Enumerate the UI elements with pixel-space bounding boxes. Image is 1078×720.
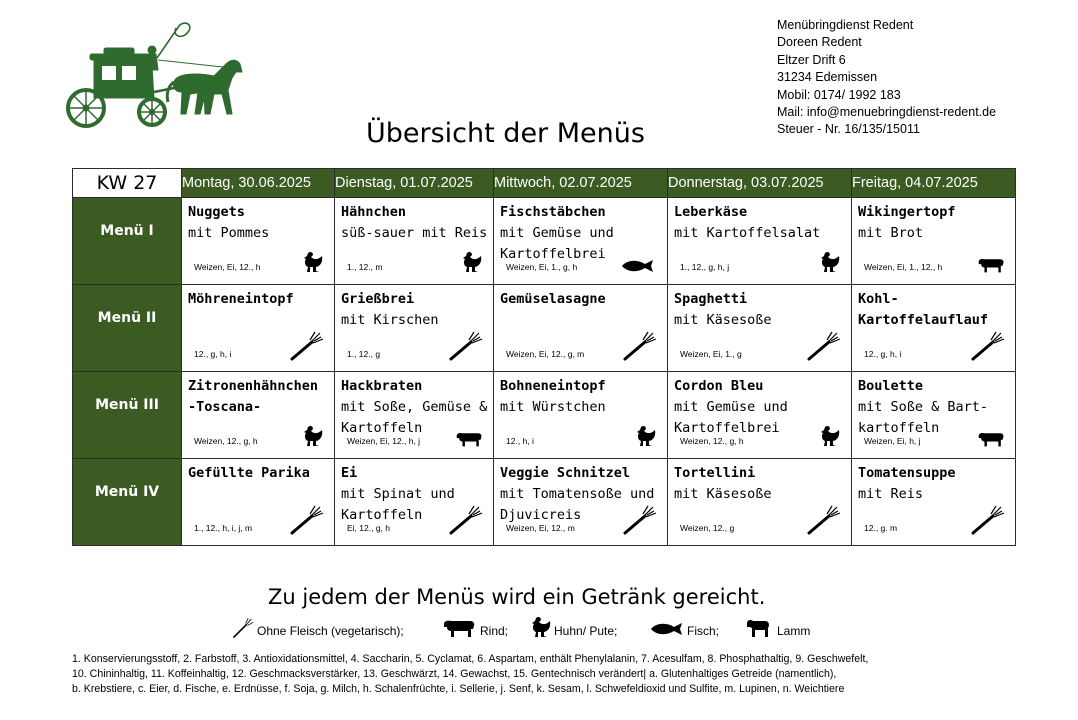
footnote-line-1: 1. Konservierungsstoff, 2. Farbstoff, 3. Antioxidationsmittel, 4. Saccharin, 5. Cyclamat, 6. Aspartam, enthält Phenylalanin, 7. Acesulfam, 8. Phosphathaltig, 9. Geschwefelt, <box>72 653 869 665</box>
carrot-icon <box>449 331 483 365</box>
carriage-logo <box>64 20 254 130</box>
carrot-icon <box>623 331 657 365</box>
dish-name: Gemüselasagne <box>500 291 606 307</box>
dish-name: Grießbrei <box>341 291 415 307</box>
carrot-icon <box>232 617 254 639</box>
dish-name: Ei <box>341 465 358 481</box>
menu-row-label <box>73 372 182 459</box>
dish-description: mit Käsesoße <box>674 486 772 502</box>
allergen-footnotes <box>72 652 1002 697</box>
footnote-line-3: b. Krebstiere, c. Eier, d. Fische, e. Erdnüsse, f. Soja, g. Milch, h. Schalenfrüchte, i. Sellerie, j. Senf, k. Sesam, l. Schwefeldioxid und Sulfite, m. Lupinen, n. Weichtiere <box>72 683 845 695</box>
menu-cell-friday <box>852 198 1016 285</box>
menu-cell-thursday <box>668 459 852 546</box>
dish-name: Veggie Schnitzel <box>500 465 631 481</box>
dish-name: Möhreneintopf <box>188 291 294 307</box>
allergen-codes: 12., g. m <box>864 523 898 533</box>
carrot-icon <box>807 505 841 539</box>
carrot-icon <box>971 505 1005 539</box>
dish-name: Tortellini <box>674 465 756 481</box>
table-row <box>73 285 1016 372</box>
carrot-icon <box>290 331 324 365</box>
allergen-codes: Weizen, Ei, 12., h, j <box>347 436 421 446</box>
dish-name: Tomatensuppe <box>858 465 956 481</box>
allergen-codes: 12., h, i <box>506 436 534 446</box>
dish-name: Gefüllte Parika <box>188 465 310 481</box>
carrot-icon <box>807 331 841 365</box>
dish-name: Leberkäse <box>674 204 748 220</box>
menu-row-label-text: Menü I <box>100 223 154 239</box>
chicken-icon <box>819 250 841 278</box>
chicken-icon <box>302 250 324 278</box>
menu-cell-wednesday <box>494 285 668 372</box>
allergen-codes: Weizen, Ei, 12., h <box>194 262 261 272</box>
menu-cell-monday <box>182 372 335 459</box>
dish-name: Kohl- Kartoffelauflauf <box>858 291 989 328</box>
mobile: Mobil: 0174/ 1992 183 <box>777 87 901 102</box>
lamb-icon <box>745 617 771 639</box>
menu-cell-monday <box>182 459 335 546</box>
dish-name: Boulette <box>858 378 924 394</box>
menu-row-label <box>73 198 182 285</box>
dish-description: süß-sauer mit Reis <box>341 225 488 241</box>
dish-name: Fischstäbchen <box>500 204 606 220</box>
legend-fish-label: Fisch; <box>687 624 720 638</box>
menu-cell-tuesday <box>335 285 494 372</box>
dish-description: mit Pommes <box>188 225 270 241</box>
footnote-line-2: 10. Chininhaltig, 11. Koffeinhaltig, 12. Geschmacksverstärker, 13. Geschwärzt, 14. Gewachst, 15. Gentechnisch verändert| a. Glutenhaltiges Getreide (namentlich), <box>72 668 837 680</box>
table-row <box>73 372 1016 459</box>
dish-name: Nuggets <box>188 204 245 220</box>
carrot-icon <box>290 505 324 539</box>
chicken-icon <box>302 424 324 452</box>
street: Eltzer Drift 6 <box>777 52 846 67</box>
allergen-codes: Weizen, Ei, 1., g, h <box>506 262 578 272</box>
beef-icon <box>977 256 1005 278</box>
table-row <box>73 198 1016 285</box>
dish-description: mit Kartoffelsalat <box>674 225 821 241</box>
dish-name: Hähnchen <box>341 204 407 220</box>
menu-cell-wednesday <box>494 372 668 459</box>
day-header-thursday: Donnerstag, 03.07.2025 <box>668 169 852 198</box>
carrot-icon <box>449 505 483 539</box>
fish-icon <box>619 258 657 278</box>
menu-row-label-text: Menü II <box>97 310 157 326</box>
menu-table <box>72 168 1016 546</box>
allergen-codes: 1., 12., h, i, j, m <box>194 523 253 533</box>
dish-description: mit Kirschen <box>341 312 439 328</box>
menu-row-label-text: Menü IV <box>94 484 160 500</box>
menu-row-label-text: Menü III <box>95 397 159 413</box>
day-header-friday: Freitag, 04.07.2025 <box>852 169 1016 198</box>
allergen-codes: Weizen, Ei, h, j <box>864 436 921 446</box>
allergen-codes: 12., g, h, i <box>864 349 902 359</box>
beef-icon <box>442 617 476 639</box>
legend-beef-label: Rind; <box>480 624 509 638</box>
menu-cell-tuesday <box>335 198 494 285</box>
allergen-codes: Weizen, Ei, 12., g, m <box>506 349 585 359</box>
menu-cell-thursday <box>668 285 852 372</box>
menu-cell-friday <box>852 372 1016 459</box>
dish-description: mit Soße & Bart- kartoffeln <box>858 399 989 436</box>
week-label: KW 27 <box>73 169 182 198</box>
menu-cell-thursday <box>668 198 852 285</box>
beef-icon <box>455 430 483 452</box>
email: Mail: info@menuebringdienst-redent.de <box>777 105 997 120</box>
allergen-codes: Weizen, 12., g <box>680 523 735 533</box>
chicken-icon <box>461 250 483 278</box>
menu-cell-wednesday <box>494 198 668 285</box>
allergen-codes: 12., g, h, i <box>194 349 232 359</box>
dish-description: mit Brot <box>858 225 924 241</box>
allergen-codes: 1., 12., m <box>347 262 383 272</box>
dish-description: mit Soße, Gemüse & Kartoffeln <box>341 399 488 436</box>
dish-description: mit Reis <box>858 486 924 502</box>
legend-vegetarian-label: Ohne Fleisch (vegetarisch); <box>257 624 404 638</box>
legend-chicken-label: Huhn/ Pute; <box>554 624 618 638</box>
menu-cell-thursday <box>668 372 852 459</box>
day-header-tuesday: Dienstag, 01.07.2025 <box>335 169 494 198</box>
menu-cell-friday <box>852 459 1016 546</box>
allergen-codes: Weizen, 12., g, h <box>680 436 744 446</box>
allergen-codes: Weizen, Ei, 1., g <box>680 349 742 359</box>
legend-lamb-label: Lamm <box>777 624 811 638</box>
city: 31234 Edemissen <box>777 70 878 85</box>
allergen-codes: Weizen, Ei, 12., m <box>506 523 575 533</box>
chicken-icon <box>530 615 552 639</box>
menu-cell-tuesday <box>335 459 494 546</box>
dish-description: mit Gemüse und Kartoffelbrei <box>500 225 614 262</box>
allergen-codes: 1., 12., g <box>347 349 381 359</box>
dish-name: Bohneneintopf <box>500 378 606 394</box>
table-row <box>73 459 1016 546</box>
carriage-logo-icon <box>64 20 254 130</box>
dish-description: mit Spinat und Kartoffeln <box>341 486 455 523</box>
allergen-codes: Weizen, Ei, 1., 12., h <box>864 262 943 272</box>
menu-cell-monday <box>182 285 335 372</box>
fish-icon <box>650 621 684 637</box>
day-header-wednesday: Mittwoch, 02.07.2025 <box>494 169 668 198</box>
dish-description: mit Würstchen <box>500 399 606 415</box>
dish-name: Wikingertopf <box>858 204 956 220</box>
menu-row-label <box>73 285 182 372</box>
beef-icon <box>977 430 1005 452</box>
address-block <box>777 17 996 139</box>
drink-note: Zu jedem der Menüs wird ein Getränk gereicht. <box>268 585 766 609</box>
dish-name: Spaghetti <box>674 291 748 307</box>
menu-row-label <box>73 459 182 546</box>
page-title: Übersicht der Menüs <box>366 118 645 149</box>
owner-name: Doreen Redent <box>777 35 862 50</box>
menu-cell-monday <box>182 198 335 285</box>
carrot-icon <box>971 331 1005 365</box>
menu-cell-friday <box>852 285 1016 372</box>
dish-name: Zitronenhähnchen -Toscana- <box>188 378 319 415</box>
allergen-codes: 1., 12., g, h, j <box>680 262 730 272</box>
company-name: Menübringdienst Redent <box>777 18 914 32</box>
carrot-icon <box>623 505 657 539</box>
menu-cell-tuesday <box>335 372 494 459</box>
tax-number: Steuer - Nr. 16/135/15011 <box>777 122 920 137</box>
allergen-codes: Ei, 12., g, h <box>347 523 390 533</box>
allergen-codes: Weizen, 12., g, h <box>194 436 258 446</box>
dish-name: Hackbraten <box>341 378 423 394</box>
chicken-icon <box>635 424 657 452</box>
menu-cell-wednesday <box>494 459 668 546</box>
day-header-monday: Montag, 30.06.2025 <box>182 169 335 198</box>
chicken-icon <box>819 424 841 452</box>
dish-name: Cordon Bleu <box>674 378 764 394</box>
dish-description: mit Gemüse und Kartoffelbrei <box>674 399 788 436</box>
dish-description: mit Tomatensoße und Djuvicreis <box>500 486 655 523</box>
dish-description: mit Käsesoße <box>674 312 772 328</box>
table-header-row <box>73 169 1016 198</box>
